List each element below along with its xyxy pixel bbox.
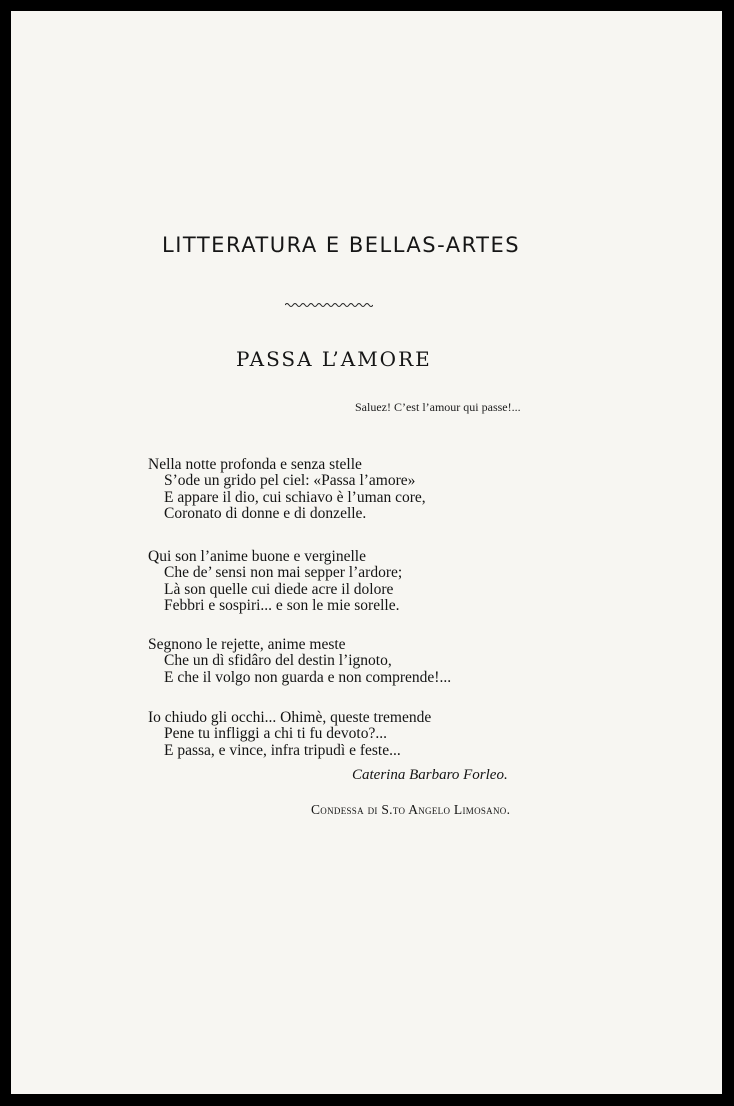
wavy-rule-ornament (285, 301, 373, 309)
author-signature: Caterina Barbaro Forleo. (352, 767, 508, 783)
section-heading: LITTERATURA E BELLAS-ARTES (162, 233, 521, 257)
author-title: Condessa di S.to Angelo Limosano. (311, 802, 511, 817)
poem-line: Che un dì sfidâro del destin l’ignoto, (164, 652, 392, 670)
poem-line: E passa, e vince, infra tripudì e feste... (164, 741, 401, 759)
poem-title: PASSA L’AMORE (236, 347, 432, 371)
poem-line: Coronato di donne e di donzelle. (164, 505, 367, 523)
document-page (11, 11, 722, 1094)
poem-line: Segnono le rejette, anime meste (148, 636, 346, 653)
poem-epigraph: Saluez! C’est l’amour qui passe!... (355, 400, 521, 414)
stanza-2 (148, 549, 402, 615)
poem-line: E appare il dio, cui schiavo è l’uman core, (164, 488, 426, 506)
poem-line: Io chiudo gli occhi... Ohimè, queste tremende (148, 709, 432, 726)
poem-line: E che il volgo non guarda e non comprende!... (164, 668, 452, 686)
stanza-4 (148, 710, 431, 759)
stanza-1 (148, 457, 426, 523)
poem-line: Là son quelle cui diede acre il dolore (164, 580, 394, 598)
poem-line: Nella notte profonda e senza stelle (148, 456, 362, 473)
poem-line: Febbri e sospiri... e son le mie sorelle. (164, 597, 400, 615)
poem-line: Pene tu infliggi a chi ti fu devoto?... (164, 725, 387, 743)
poem-line: S’ode un grido pel ciel: «Passa l’amore» (164, 472, 416, 490)
stanza-3 (148, 637, 451, 686)
poem-line: Qui son l’anime buone e verginelle (148, 548, 366, 565)
poem-line: Che de’ sensi non mai sepper l’ardore; (164, 564, 403, 582)
